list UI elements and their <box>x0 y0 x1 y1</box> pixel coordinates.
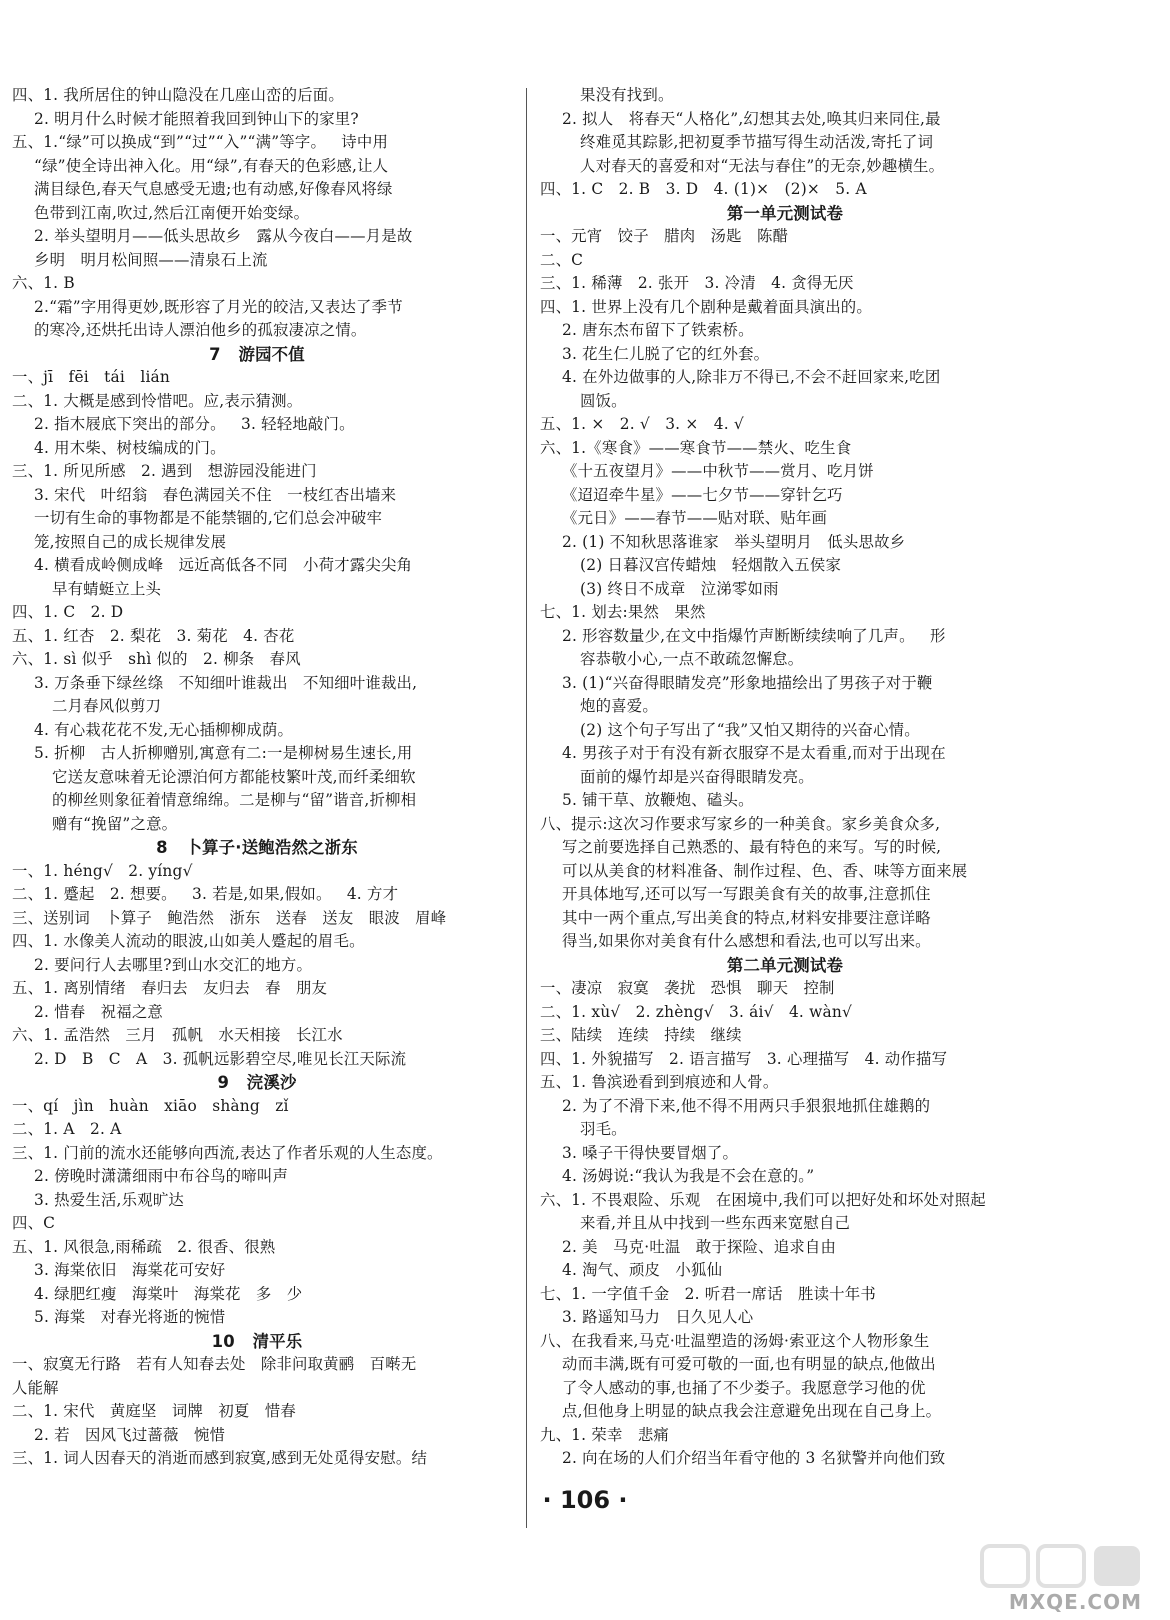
answer-line: 2. 拟人 将春天“人格化”,幻想其去处,唤其归来同住,最 <box>562 109 941 128</box>
answer-line: 满目绿色,春天气息感受无遗;也有动感,好像春风将绿 <box>34 180 393 198</box>
answer-line: 赠有“挽留”之意。 <box>52 814 178 833</box>
answer-line: 3. 热爱生活,乐观旷达 <box>34 1190 184 1209</box>
answer-line: 4. 汤姆说:“我认为我是不会在意的。” <box>562 1167 815 1185</box>
answer-line: 一切有生命的事物都是不能禁锢的,它们总会冲破牢 <box>34 509 383 527</box>
answer-line: 2. 唐东杰布留下了铁索桥。 <box>562 321 754 339</box>
answer-line: 五、1. × 2. √ 3. × 4. √ <box>540 415 744 433</box>
column-divider <box>526 88 527 1528</box>
answer-line: 七、1. 一字值千金 2. 听君一席话 胜读十年书 <box>540 1284 876 1303</box>
answer-line: 3. (1)“兴奋得眼睛发亮”形象地描绘出了男孩子对于鞭 <box>562 673 933 692</box>
answer-line: 一、1. héng√ 2. yíng√ <box>12 861 193 880</box>
answer-line: 六、1. 不畏艰险、乐观 在困境中,我们可以把好处和坏处对照起 <box>540 1190 986 1209</box>
section-heading: 第二单元测试卷 <box>726 955 844 975</box>
answer-line: 5. 折柳 古人折柳赠别,寓意有二:一是柳树易生速长,用 <box>34 744 413 762</box>
answer-line: 动而丰满,既有可爱可敬的一面,也有明显的缺点,他做出 <box>562 1355 936 1373</box>
answer-line: 五、1. 鲁滨逊看到到痕迹和人骨。 <box>540 1073 779 1091</box>
answer-line: 2. 惜春 祝福之意 <box>34 1002 163 1021</box>
answer-line: 3. 海棠依旧 海棠花可安好 <box>34 1261 226 1279</box>
answer-line: 的柳丝则象征着情意绵绵。二是柳与“留”谐音,折柳相 <box>52 791 417 809</box>
answer-line: 二、1. 宋代 黄庭坚 词牌 初夏 惜春 <box>12 1402 296 1420</box>
answer-line: 2. 若 因风飞过蔷薇 惋惜 <box>34 1425 226 1444</box>
answer-line: 八、在我看来,马克·吐温塑造的汤姆·索亚这个人物形象生 <box>540 1331 930 1350</box>
answer-line: 2. 要问行人去哪里?到山水交汇的地方。 <box>34 955 313 974</box>
answer-line: 三、1. 词人因春天的消逝而感到寂寞,感到无处觅得安慰。结 <box>12 1449 428 1467</box>
answer-line: 终难觅其踪影,把初夏季节描写得生动活泼,寄托了词 <box>580 133 934 151</box>
answer-line: 写之前要选择自己熟悉的、最有特色的来写。写的时候, <box>562 838 942 856</box>
answer-line: 4. 绿肥红瘦 海棠叶 海棠花 多 少 <box>34 1284 303 1303</box>
answer-line: 5. 铺干草、放鞭炮、磕头。 <box>562 791 754 809</box>
answer-line: 4. 在外边做事的人,除非万不得已,不会不赶回家来,吃团 <box>562 368 941 386</box>
answer-line: 2. 向在场的人们介绍当年看守他的 3 名狱警并向他们致 <box>562 1449 946 1467</box>
answer-line: 三、陆续 连续 持续 继续 <box>540 1026 742 1044</box>
answer-line: 三、1. 稀薄 2. 张开 3. 冷清 4. 贪得无厌 <box>540 274 854 292</box>
answer-line: 五、1.“绿”可以换成“到”“过”“入”“满”等字。 诗中用 <box>12 133 389 151</box>
answer-line: 了令人感动的事,也捅了不少娄子。我愿意学习他的优 <box>562 1378 926 1397</box>
answer-line: 2. 形容数量少,在文中指爆竹声断断续续响了几声。 形 <box>562 626 946 645</box>
answer-line: 4. 横看成岭侧成峰 远近高低各不同 小荷才露尖尖角 <box>34 556 413 574</box>
answer-line: 四、1. 我所居住的钟山隐没在几座山峦的后面。 <box>12 86 344 104</box>
left-answer-column <box>12 84 502 1471</box>
answer-line: 早有蜻蜓立上头 <box>52 579 162 598</box>
answer-line: 色带到江南,吹过,然后江南便开始变绿。 <box>34 203 310 222</box>
answer-line: (3) 终日不成章 泣涕零如雨 <box>580 579 779 598</box>
answer-line: 《元日》——春节——贴对联、贴年画 <box>562 509 828 527</box>
answer-line: 其中一两个重点,写出美食的特点,材料安排要注意详略 <box>562 908 931 927</box>
answer-line: 3. 宋代 叶绍翁 春色满园关不住 一枝红杏出墙来 <box>34 485 397 504</box>
answer-line: 一、凄凉 寂寞 袭扰 恐惧 聊天 控制 <box>540 979 835 997</box>
answer-line: 四、1. 外貌描写 2. 语言描写 3. 心理描写 4. 动作描写 <box>540 1049 948 1068</box>
answer-line: 五、1. 红杏 2. 梨花 3. 菊花 4. 杏花 <box>12 626 295 645</box>
answer-line: 可以从美食的材料准备、制作过程、色、香、味等方面来展 <box>562 861 968 880</box>
answer-line: 四、C <box>12 1214 56 1232</box>
answer-line: “绿”使全诗出神入化。用“绿”,有春天的色彩感,让人 <box>34 156 389 175</box>
answer-line: 2. 美 马克·吐温 敢于探险、追求自由 <box>562 1237 837 1256</box>
answer-line: 5. 海棠 对春光将逝的惋惜 <box>34 1308 226 1326</box>
answer-line: 圆饭。 <box>580 391 627 410</box>
answer-line: 4. 用木柴、树枝编成的门。 <box>34 438 226 457</box>
page-number: · 106 · <box>542 1486 628 1514</box>
answer-line: 2. D B C A 3. 孤帆远影碧空尽,唯见长江天际流 <box>34 1049 407 1068</box>
answer-line: 九、1. 荣幸 悲痛 <box>540 1425 669 1444</box>
answer-line: 七、1. 划去:果然 果然 <box>540 603 706 621</box>
answer-line: 二、C <box>540 250 584 269</box>
answer-line: 六、1.《寒食》——寒食节——禁火、吃生食 <box>540 438 852 457</box>
answer-line: 一、寂寞无行路 若有人知春去处 除非问取黄鹂 百啭无 <box>12 1355 417 1373</box>
section-heading: 9 浣溪沙 <box>217 1073 297 1092</box>
right-answer-column <box>540 84 1030 1471</box>
answer-line: 面前的爆竹却是兴奋得眼睛发亮。 <box>580 767 814 786</box>
answer-line: 一、qí jìn huàn xiāo shàng zǐ <box>12 1096 289 1115</box>
answer-line: 三、1. 门前的流水还能够向西流,表达了作者乐观的人生态度。 <box>12 1143 443 1162</box>
answer-line: 二、1. xù√ 2. zhèng√ 3. ái√ 4. wàn√ <box>540 1002 852 1021</box>
answer-line: 四、1. 水像美人流动的眼波,山如美人蹙起的眉毛。 <box>12 932 365 950</box>
answer-line: 五、1. 离别情绪 春归去 友归去 春 朋友 <box>12 979 328 997</box>
answer-line: 2. 指木屐底下突出的部分。 3. 轻轻地敲门。 <box>34 415 355 433</box>
answer-line: 三、送别词 卜算子 鲍浩然 浙东 送春 送友 眼波 眉峰 <box>12 908 447 927</box>
answer-line: 二、1. 蹙起 2. 想要。 3. 若是,如果,假如。 4. 方才 <box>12 885 399 903</box>
answer-line: 二月春风似剪刀 <box>52 697 162 715</box>
answer-line: 二、1. A 2. A <box>12 1120 122 1138</box>
answer-line: 六、1. B <box>12 274 75 292</box>
answer-line: 《十五夜望月》——中秋节——赏月、吃月饼 <box>562 462 874 480</box>
answer-line: 来看,并且从中找到一些东西来宽慰自己 <box>580 1214 851 1232</box>
answer-line: 人能解 <box>12 1378 59 1397</box>
answer-line: 乡明 明月松间照——清泉石上流 <box>34 250 268 269</box>
answer-line: 2. 明月什么时候才能照着我回到钟山下的家里? <box>34 109 359 128</box>
section-heading: 第一单元测试卷 <box>726 203 844 223</box>
answer-line: 一、元宵 饺子 腊肉 汤匙 陈醋 <box>540 227 789 245</box>
answer-line: 点,但他身上明显的缺点我会注意避免出现在自己身上。 <box>562 1402 942 1420</box>
answer-line: 2.“霜”字用得更妙,既形容了月光的皎洁,又表达了季节 <box>34 297 403 316</box>
section-heading: 10 清平乐 <box>211 1331 303 1351</box>
answer-line: 三、1. 所见所感 2. 遇到 想游园没能进门 <box>12 462 317 480</box>
answer-line: 的寒冷,还烘托出诗人漂泊他乡的孤寂凄凉之情。 <box>34 321 367 339</box>
answer-line: 3. 路遥知马力 日久见人心 <box>562 1308 754 1326</box>
answer-line: 容恭敬小心,一点不敢疏忽懈怠。 <box>580 650 804 668</box>
answer-line: 五、1. 风很急,雨稀疏 2. 很香、很熟 <box>12 1237 276 1256</box>
answer-line: 4. 男孩子对于有没有新衣服穿不是太看重,而对于出现在 <box>562 744 946 762</box>
answer-line: 四、1. 世界上没有几个剧种是戴着面具演出的。 <box>540 297 872 316</box>
answer-line: 2. 傍晚时潇潇细雨中布谷鸟的啼叫声 <box>34 1167 289 1185</box>
answer-line: 4. 淘气、顽皮 小狐仙 <box>562 1261 723 1279</box>
answer-line: 二、1. 大概是感到怜惜吧。应,表示猜测。 <box>12 391 303 410</box>
answer-line: (2) 日暮汉宫传蜡烛 轻烟散入五侯家 <box>580 556 842 574</box>
watermark-text: MXQE.COM <box>1008 1590 1142 1614</box>
answer-line: 一、jī fēi tái lián <box>12 368 171 386</box>
answer-line: 六、1. sì 似乎 shì 似的 2. 柳条 春风 <box>12 650 301 668</box>
answer-line: 果没有找到。 <box>580 86 674 104</box>
answer-line: 四、1. C 2. D <box>12 603 124 621</box>
answer-line: (2) 这个句子写出了“我”又怕又期待的兴奋心情。 <box>580 720 920 739</box>
answer-line: 3. 万条垂下绿丝绦 不知细叶谁裁出 不知细叶谁裁出, <box>34 673 418 692</box>
answer-line: 它送友意味着无论漂泊何方都能枝繁叶茂,而纤柔细软 <box>52 767 416 786</box>
answer-line: 炮的喜爱。 <box>580 697 658 715</box>
answer-line: 4. 有心栽花花不发,无心插柳柳成荫。 <box>34 720 294 739</box>
answer-line: 笼,按照自己的成长规律发展 <box>34 532 227 551</box>
answer-line: 3. 花生仁儿脱了它的红外套。 <box>562 344 770 363</box>
answer-line: 《迢迢牵牛星》——七夕节——穿针乞巧 <box>562 485 843 504</box>
answer-line: 四、1. C 2. B 3. D 4. (1)× (2)× 5. A <box>540 180 867 198</box>
answer-line: 六、1. 孟浩然 三月 孤帆 水天相接 长江水 <box>12 1026 343 1044</box>
answer-line: 人对春天的喜爱和对“无法与春住”的无奈,妙趣横生。 <box>580 156 945 175</box>
answer-line: 八、提示:这次习作要求写家乡的一种美食。家乡美食众多, <box>540 814 941 833</box>
answer-line: 得当,如果你对美食有什么感想和看法,也可以写出来。 <box>562 932 931 950</box>
section-heading: 8 卜算子·送鲍浩然之浙东 <box>156 838 358 857</box>
answer-line: 2. (1) 不知秋思落谁家 举头望明月 低头思故乡 <box>562 532 906 551</box>
answer-line: 羽毛。 <box>580 1120 627 1138</box>
answer-line: 开具体地写,还可以写一写跟美食有关的故事,注意抓住 <box>562 885 931 903</box>
answer-line: 2. 为了不滑下来,他不得不用两只手狠狠地抓住雄鹅的 <box>562 1096 931 1115</box>
section-heading: 7 游园不值 <box>209 344 305 364</box>
answer-line: 2. 举头望明月——低头思故乡 露从今夜白——月是故 <box>34 227 413 245</box>
answer-line: 3. 嗓子干得快要冒烟了。 <box>562 1143 739 1162</box>
